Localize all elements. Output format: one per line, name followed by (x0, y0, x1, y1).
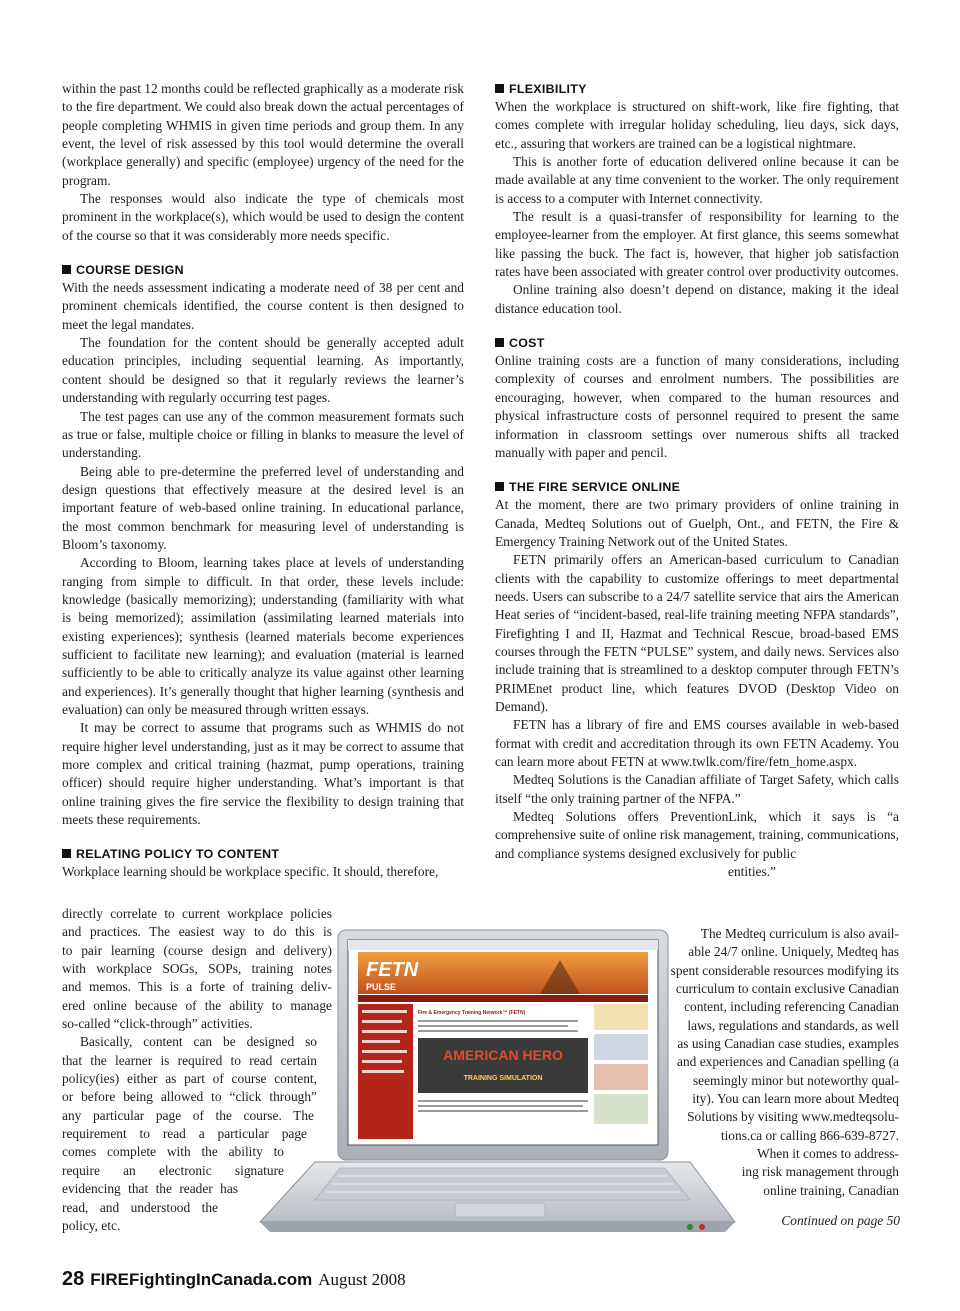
text-line: any particular page of the course. The (62, 1107, 314, 1123)
screen-title: Fire & Emergency Training Network™ (FETN) (418, 1010, 526, 1016)
paragraph: The test pages can use any of the common measurement formats such as true or false, multiple choice or filling in blanks to measure the level of understanding. (62, 408, 464, 461)
paragraph: Online training also doesn’t depend on distance, making it the ideal distance education tool. (495, 282, 899, 316)
section-heading-cost: COST (495, 334, 899, 352)
text-line: and practices. The easiest way to do this is (62, 924, 332, 940)
paragraph: Medteq Solutions is the Canadian affiliate of Target Safety, which calls itself “the only training partner of the NFPA.” (495, 772, 899, 806)
text-line: that the learner is required to read certain (62, 1052, 317, 1068)
text-line: as using Canadian case studies, examples (677, 1036, 899, 1052)
paragraph: Being able to pre-determine the preferred level of understanding and design questions that effectively measure at the desired level is an important feature of web-based online training. In educational parlance, the most common benchmark for measuring level of understanding is Bloom’s taxonomy. (62, 463, 464, 552)
paragraph: Medteq Solutions offers PreventionLink, which it says is “a comprehensive suite of online risk management, training, communications, and compliance systems designed exclusively for public (495, 809, 899, 861)
text-line: content, including referencing Canadian (684, 999, 899, 1015)
paragraph: At the moment, there are two primary providers of online training in Canada, Medteq Solutions out of Guelph, Ont., and FETN, the Fire & Emergency Training Network out of the United States. (495, 497, 899, 549)
site-name: FIREFightingInCanada.com (90, 1270, 313, 1289)
text-line: spent considerable resources modifying its (670, 962, 899, 978)
text-line: Solutions by visiting www.medteqsolu- (687, 1109, 899, 1125)
text-line: so-called “click-through” activities. (62, 1016, 253, 1032)
hero-banner-sub: TRAINING SIMULATION (463, 1075, 543, 1082)
laptop-illustration (220, 900, 740, 1240)
fetn-logo: FETN (366, 959, 419, 981)
text-line: online training, Canadian (763, 1182, 899, 1198)
text-line: curriculum to contain exclusive Canadian (675, 981, 899, 997)
text-line: directly correlate to current workplace policies (62, 906, 332, 921)
text-line: ing risk management through (741, 1164, 899, 1180)
paragraph: The foundation for the content should be generally accepted adult education principles, including sequential learning. As importantly, content should be designed so that it regularly reviews the learner’s understanding with regularly occurring test pages. (62, 335, 464, 406)
paragraph: It may be correct to assume that programs such as WHMIS do not require higher level understanding, just as it may be correct to assume that more complex and critical training (hazmat, pump operations, training officer) should require higher understanding. What’s important is that online training gives the fire service the flexibility to design training that meets these requirements. (62, 720, 464, 828)
paragraph: According to Bloom, learning takes place at levels of understanding ranging from simple to difficult. In that order, these levels include: knowledge (basically memorizing); understanding (familiarity with what is being memorized); assimilation (assimilating learned materials into existing experiences); synthesis (learned materials become experiences sufficient to facilitate new learning); and evaluation (material is learned sufficiently to be able to critically analyze its value against other learning and experiences). It’s generally thought that higher learning (synthesis and evaluation) can only be measured through written essays. (62, 555, 464, 717)
text-line: and memos. This is a forte of training deliv- (62, 979, 332, 995)
paragraph: The result is a quasi-transfer of responsibility for learning to the employee-learner from the employer. At first glance, this seems somewhat like passing the buck. The fact is, however, that higher job satisfaction rates have been associated with greater control over productivity outcomes. (495, 209, 899, 280)
text-line: able 24/7 online. Uniquely, Medteq has (688, 944, 899, 960)
paragraph: within the past 12 months could be reflected graphically as a moderate risk to the fire department. We could also break down the actual percentages of people completing WHMIS in given time periods and group them. In any event, the level of risk assessed by this tool would determine the overall (workplace generally) and specific (employee) urgency of the need for the program. (62, 81, 464, 188)
paragraph-tail: entities.” (728, 864, 776, 880)
text-line: ity). You can learn more about Medteq (692, 1091, 899, 1107)
text-line: seemingly minor but noteworthy qual- (692, 1072, 899, 1088)
paragraph: The responses would also indicate the type of chemicals most prominent in the workplace(s), which would be used to design the content of the course so that it was considerably more needs specific. (62, 191, 464, 243)
text-line: The Medteq curriculum is also avail- (700, 926, 899, 941)
section-heading-course-design: COURSE DESIGN (62, 261, 464, 279)
paragraph: FETN primarily offers an American-based curriculum to Canadian clients with the capability to customize offerings to meet departmental needs. Users can subscribe to a 24/7 satellite service that airs the American Heat series of “incident-based, real-life training meeting NFPA standards”, Firefighting I and II, Hazmat and Technical Rescue, broad-based EMS courses through the FETN “PULSE” system, and daily news. Services also include training that is streamlined to a desktop computer through FETN’s PRIMEnet product line, which features DVOD (Desktop Video on Demand). (495, 552, 899, 714)
issue-date: August 2008 (318, 1270, 406, 1289)
text-line: require an electronic signature (62, 1162, 284, 1178)
paragraph: This is another forte of education delivered online because it can be made available at any time convenient to the worker. The only requirement is access to a computer with Internet connectivity. (495, 154, 899, 206)
continued-note: Continued on page 50 (781, 1213, 900, 1228)
text-line: and experiences and Canadian spelling (a (677, 1054, 899, 1070)
section-heading-fire-service-online: THE FIRE SERVICE ONLINE (495, 478, 899, 496)
text-line: with workplace SOGs, SOPs, training notes (62, 961, 332, 977)
page-footer (62, 1268, 406, 1291)
hero-banner: AMERICAN HERO (443, 1047, 563, 1063)
paragraph: When the workplace is structured on shift-work, like fire fighting, that comes complete with irregular holiday scheduling, lieu days, sick days, etc., assuring that workers are trained can be a logistical nightmare. (495, 99, 899, 151)
section-heading-flexibility: FLEXIBILITY (495, 80, 899, 98)
paragraph: FETN has a library of fire and EMS courses available in web-based format with credit and accreditation through its own FETN Academy. You can learn more about FETN at www.twlk.com/fire/fetn_home.aspx. (495, 717, 899, 769)
text-line: policy, etc. (62, 1217, 121, 1233)
text-line: to pair learning (course design and delivery) (62, 942, 332, 958)
section-heading-relating-policy: RELATING POLICY TO CONTENT (62, 845, 464, 863)
paragraph: With the needs assessment indicating a moderate need of 38 per cent and prominent chemicals identified, the course content is then designed to meet the legal mandates. (62, 280, 464, 332)
paragraph: Workplace learning should be workplace specific. It should, therefore, (62, 864, 439, 880)
page-number: 28 (62, 1268, 85, 1290)
text-line: Basically, content can be designed so (80, 1034, 317, 1050)
left-column (62, 80, 464, 882)
text-line: comes complete with the ability to (62, 1144, 284, 1160)
text-line: or before being allowed to “click through” (62, 1089, 317, 1105)
pulse-logo: PULSE (366, 982, 397, 992)
text-line: ered online because of the ability to manage (62, 997, 332, 1013)
text-line: laws, regulations and standards, as well (687, 1017, 899, 1033)
text-line: tions.ca or calling 866-639-8727. (720, 1127, 899, 1143)
paragraph: Online training costs are a function of many considerations, including complexity of courses and enrolment numbers. The possibilities are encouraging, however, when compared to the human resources and physical infrastructure costs of personnel required to present the same information in classroom settings over numerous shifts all tracked manually with paper and pencil. (495, 353, 899, 460)
text-line: requirement to read a particular page (62, 1126, 307, 1142)
text-line: read, and understood the (62, 1199, 218, 1215)
text-line: evidencing that the reader has (62, 1181, 238, 1197)
text-line: When it comes to address- (756, 1146, 899, 1161)
text-line: policy(ies) either as part of course content, (62, 1071, 317, 1087)
right-column (495, 80, 899, 881)
